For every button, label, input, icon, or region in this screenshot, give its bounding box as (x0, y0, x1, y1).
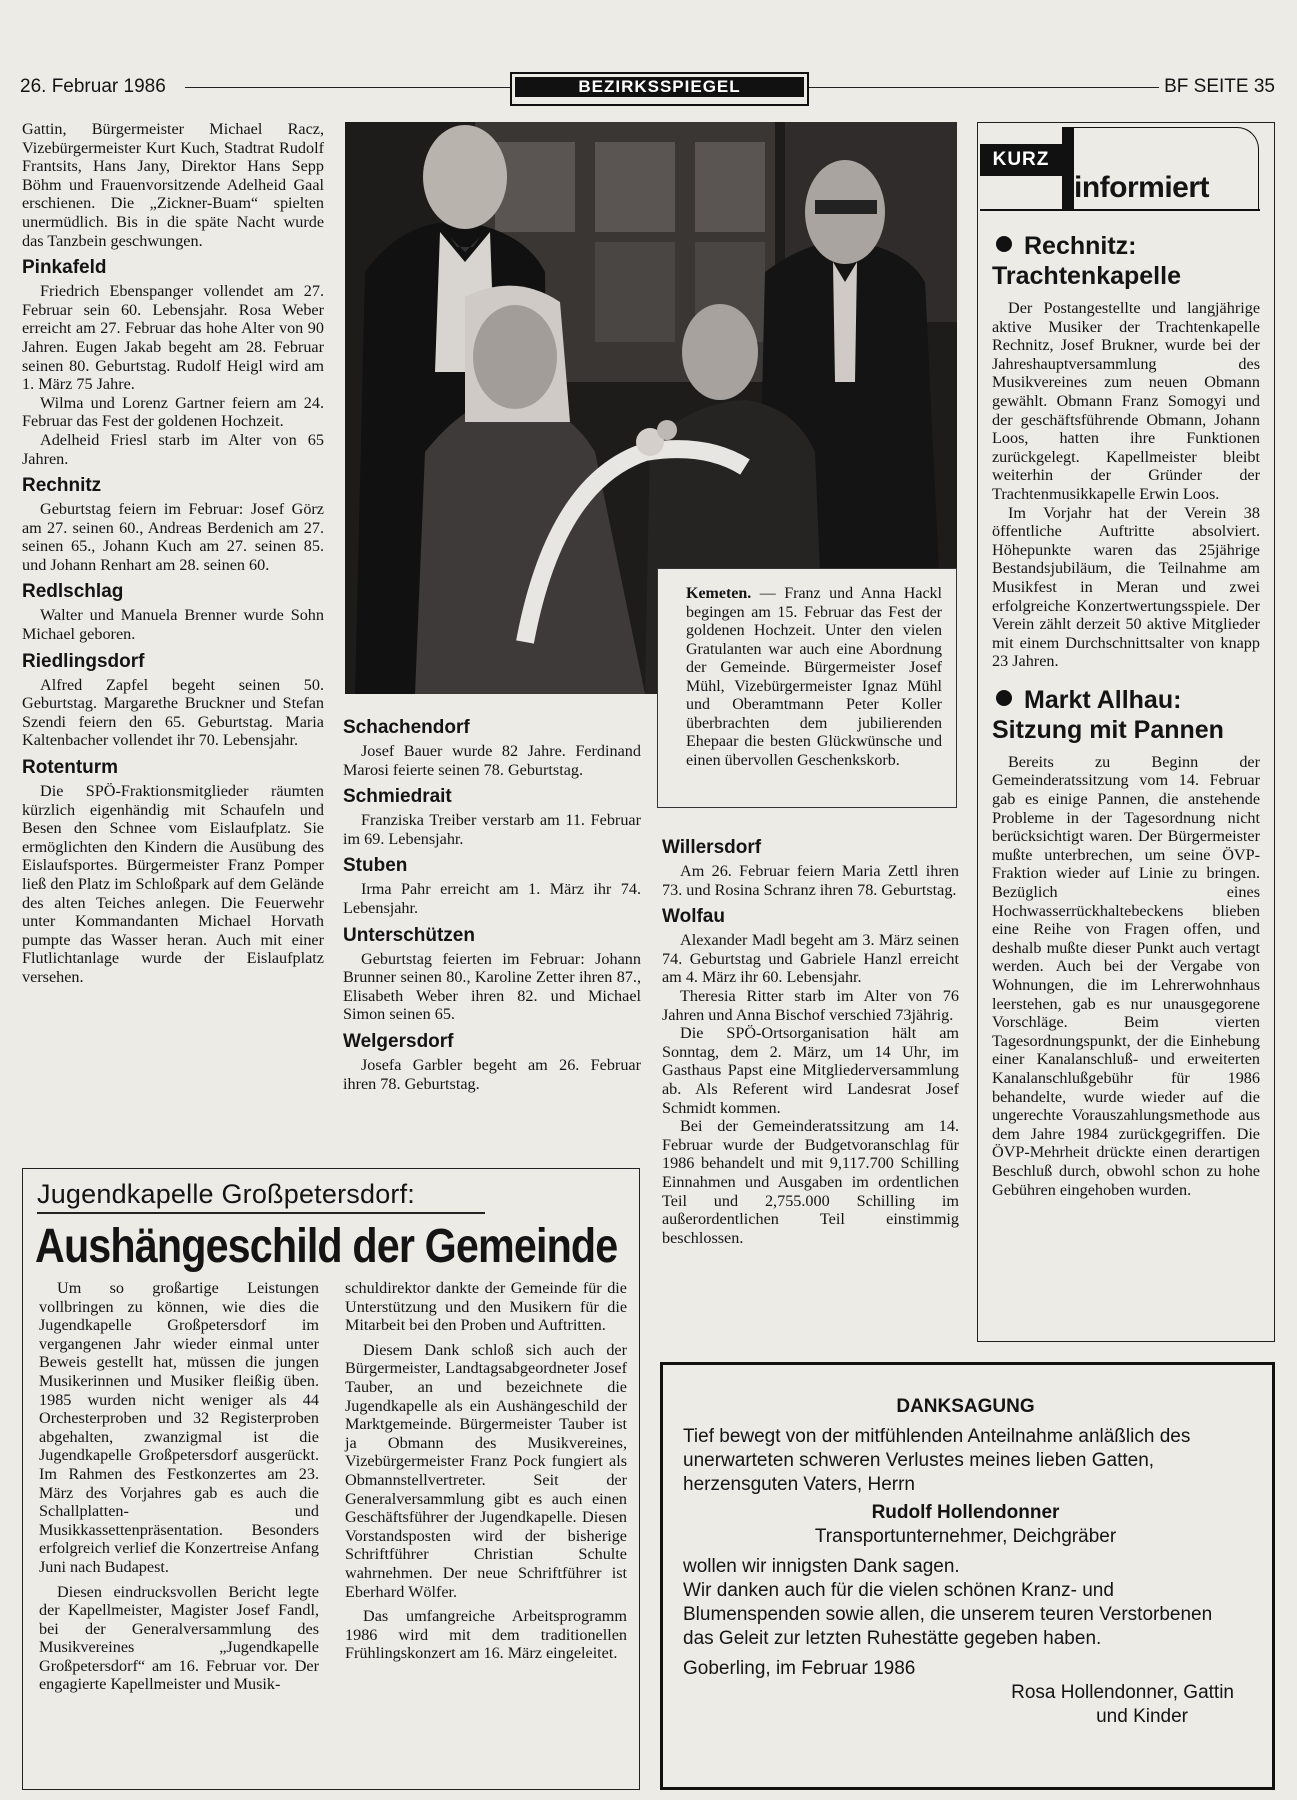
article-paragraph-2: Diesen eindrucksvollen Bericht legte der Kapellmeister, Magister Josef Fandl, bei der Generalversammlung des Musikvereines „Jugendkapelle Großpetersdorf“ am 16. Februar vor. Der engagierte Kapellmeister und Musik- (39, 1582, 319, 1694)
page-header (20, 72, 1275, 104)
article-paragraph-5: Das umfangreiche Arbeitsprogramm 1986 wird mit dem traditionellen Frühlingskonzert am 16. März eingeleitet. (345, 1607, 627, 1663)
heading-riedlingsdorf: Riedlingsdorf (22, 650, 145, 672)
article-paragraph-4: Diesem Dank schloß sich auch der Bürgermeister, Landtagsabgeordneter Josef Tauber, an und bezeichnete die Jugendkapelle als ein Aushängeschild der Marktgemeinde. Bürgermeister Tauber ist ja Obmann des Musikvereines, Vizebürgermeister Franz Pock fungiert als Obmannstellvertreter. Seit der Generalversammlung gibt es auch einen Geschäftsführer der Jugendkapelle. Diesen Vorstandsposten wird der bisherige Schriftführer Christian Schulte wahrnehmen. Der neue Schriftführer ist Eberhard Wölfer. (345, 1340, 627, 1601)
danksagung-line-1: Tief bewegt von der mitfühlenden Anteilnahme anläßlich des unerwarteten schweren Verlustes meines lieben Gatten, herzensguten Vaters, Herrn (683, 1426, 1191, 1495)
heading-stuben: Stuben (343, 855, 408, 877)
article-headline: Aushängeschild der Gemeinde (35, 1220, 618, 1273)
kicker-underline (37, 1212, 485, 1214)
heading-schachendorf: Schachendorf (343, 717, 470, 738)
rechnitz-brief-paragraph-2: Im Vorjahr hat der Verein 38 öffentliche Auftritte absolviert. Höhepunkte waren das 25jährige Bestandsjubiläum, die Teilnahme am Musikfest in Meran und zwei erfolgreiche Konzertwertungsspiele. Der Verein zählt derzeit 50 aktive Mitglieder mit einem Durchschnittsalter von knapp 23 Jahren. (992, 503, 1260, 671)
intro-paragraph: Gattin, Bürgermeister Michael Racz, Vizebürgermeister Kurt Kuch, Stadtrat Rudolf Frantsits, Hans Jany, Direktor Hans Sepp Böhm und Frauenvorsitzende Adelheid Gaal erschienen. Die „Zickner-Buam“ spielten unermüdlich. Bis in die späte Nacht wurde das Tanzbein geschwungen. (22, 120, 324, 250)
rechnitz-brief-paragraph-1: Der Postangestellte und langjährige aktive Musiker der Trachtenkapelle Rechnitz, Josef Brukner, wurde bei der Jahreshauptversammlung des Musikvereines zum neuen Obmann gewählt. Obmann Franz Somogyi und der geschäftsführende Obmann, Johann Loos, hatten ihre Funktionen zurückgelegt. Kapellmeister bleibt weiterhin der Gründer der Trachtenmusikkapelle Erwin Loos. (992, 299, 1260, 503)
deceased-name: Rudolf Hollendonner (871, 1502, 1060, 1523)
article-kicker: Jugendkapelle Großpetersdorf: (37, 1179, 416, 1209)
logo-kurz: KURZ (980, 144, 1062, 176)
heading-rechnitz-trachtenkapelle (992, 231, 1260, 291)
danksagung-signature-1: Rosa Hollendonner, Gattin (1011, 1682, 1234, 1703)
column-local-news-2 (343, 716, 641, 1093)
header-rule-right (809, 87, 1159, 88)
column-local-news-1 (22, 120, 324, 987)
heading-rechnitz-text: Rechnitz: Trachtenkapelle (992, 232, 1181, 290)
heading-welgersdorf: Welgersdorf (343, 1030, 454, 1052)
bullet-icon (996, 690, 1012, 706)
kurz-informiert-box (977, 122, 1275, 1342)
schmiedrait-paragraph: Franziska Treiber verstarb am 11. Februar im 69. Lebensjahr. (343, 811, 641, 848)
heading-unterschuetzen: Unterschützen (343, 924, 475, 946)
wolfau-paragraph-4: Bei der Gemeinderatssitzung am 14. Februar wurde der Budgetvoranschlag für 1986 behandelt und mit 9,117.700 Schilling Einnahmen und Ausgaben im ordentlichen Teil und 2,755.000 Schilling im außerordentlichen Teil einstimmig beschlossen. (662, 1117, 959, 1247)
article-paragraph-3: schuldirektor dankte der Gemeinde für die Unterstützung und den Musikern für die Mitarbeit bei den Proben und Auftritten. (345, 1279, 627, 1335)
danksagung-line-2: wollen wir innigsten Dank sagen. (683, 1556, 960, 1577)
deceased-role: Transportunternehmer, Deichgräber (814, 1526, 1117, 1547)
heading-rotenturm: Rotenturm (22, 757, 119, 779)
stuben-paragraph: Irma Pahr erreicht am 1. März ihr 74. Lebensjahr. (343, 880, 641, 917)
redlschlag-paragraph: Walter und Manuela Brenner wurde Sohn Michael geboren. (22, 606, 324, 644)
riedlingsdorf-paragraph: Alfred Zapfel begeht seinen 50. Geburtstag. Margarethe Bruckner und Stefan Szendi feiern den 65. Geburtstag. Maria Kaltenbacher vollendet ihr 70. Lebensjahr. (22, 675, 324, 750)
article-paragraph-1: Um so großartige Leistungen vollbringen zu können, wie dies die Jugendkapelle Großpetersdorf im vergangenen Jahr wieder einmal unter Beweis gestellt hat, müssen die jungen Musikerinnen und Musiker fleißig üben. 1985 wurden nicht weniger als 44 Orchesterproben und 32 Registerproben abgehalten, zwanzigmal ist die Jugendkapelle Großpetersdorf ausgerückt. Im Rahmen des Festkonzertes am 23. März des Vorjahres gab es auch die Schallplatten- und Musikkassettenpräsentation. Besonders erfolgreich verlief die Konzertreise Anfang Juni nach Budapest. (39, 1279, 319, 1576)
page-number: BF SEITE 35 (1164, 76, 1275, 97)
bullet-icon (996, 236, 1012, 252)
kurz-informiert-logo (978, 123, 1276, 219)
heading-wolfau: Wolfau (662, 906, 725, 928)
caption-text: — Franz und Anna Hackl begingen am 15. Februar das Fest der goldenen Hochzeit. Unter den vielen Gratulanten war auch eine Abordnung der Gemeinde. Bürgermeister Josef Mühl, Vizebürgermeister Ignaz Mühl und Oberamtmann Peter Koller überbrachten dem jubilierenden Ehepaar die besten Glückwünsche und einen übervollen Geschenkskorb. (686, 585, 942, 769)
wolfau-paragraph-1: Alexander Madl begeht am 3. März seinen 74. Geburtstag und Gabriele Hanzl erreicht am 4. März ihr 60. Lebensjahr. (662, 931, 959, 987)
danksagung-place-date: Goberling, im Februar 1986 (683, 1658, 916, 1679)
article-column-2 (345, 1279, 627, 1663)
header-rule-left (185, 87, 510, 88)
logo-underline (980, 209, 1260, 211)
willersdorf-paragraph: Am 26. Februar feiern Maria Zettl ihren 73. und Rosina Schranz ihren 78. Geburtstag. (662, 862, 959, 899)
wolfau-paragraph-2: Theresia Ritter starb im Alter von 76 Jahren und Anna Bischof verschied 73jährig. (662, 986, 959, 1024)
schachendorf-paragraph: Josef Bauer wurde 82 Jahre. Ferdinand Marosi feierte seinen 78. Geburtstag. (343, 742, 641, 779)
heading-markt-allhau-text: Markt Allhau: Sitzung mit Pannen (992, 685, 1224, 744)
logo-bar (1062, 127, 1074, 209)
photo-caption (657, 568, 957, 808)
heading-pinkafeld: Pinkafeld (22, 257, 107, 279)
kurz-informiert-body (992, 231, 1260, 1199)
logo-informiert: informiert (1074, 171, 1210, 204)
danksagung-signature-2: und Kinder (1096, 1706, 1188, 1727)
unterschuetzen-paragraph: Geburtstag feierten im Februar: Johann Brunner seinen 80., Karoline Zetter ihren 87., Elisabeth Weber ihren 82. und Michael Simon seinen 65. (343, 949, 641, 1024)
article-column-1 (39, 1279, 319, 1694)
danksagung-body (683, 1395, 1248, 1729)
wolfau-paragraph-3: Die SPÖ-Ortsorganisation hält am Sonntag, dem 2. März, um 14 Uhr, im Gasthaus Papst eine Mitgliederversammlung ab. Als Referent wird Landesrat Josef Schmidt kommen. (662, 1024, 959, 1117)
section-label: BEZIRKSSPIEGEL (515, 77, 804, 97)
rechnitz-paragraph: Geburtstag feiern im Februar: Josef Görz am 27. seinen 60., Andreas Berdenich am 27. seinen 65., Johann Kuch am 27. seinen 85. und Johann Renhart am 28. seinen 60. (22, 500, 324, 574)
pinkafeld-paragraph-2: Wilma und Lorenz Gartner feiern am 24. Februar das Fest der goldenen Hochzeit. (22, 393, 324, 431)
heading-rechnitz: Rechnitz (22, 475, 102, 497)
rotenturm-paragraph: Die SPÖ-Fraktionsmitglieder räumten kürzlich eigenhändig mit Schaufeln und Besen den Schnee vom Eislaufplatz. Sie ermöglichten den Kindern die Ausübung des Eislaufsportes. Bürgermeister Franz Pomper ließ den Platz im Schloßpark auf dem Gelände des alten Teiches anlegen. Die Feuerwehr unter Kommandanten Michael Horvath pumpte das Wasser heran. Auch mit einer Flutlichtanlage wurde der Eislaufplatz versehen. (22, 782, 324, 986)
heading-willersdorf: Willersdorf (662, 837, 762, 858)
column-local-news-3 (662, 836, 959, 1247)
pinkafeld-paragraph-1: Friedrich Ebenspanger vollendet am 27. Februar sein 60. Lebensjahr. Rosa Weber erreicht am 27. Februar das hohe Alter von 90 Jahren. Eugen Jakab begeht am 28. Februar seinen 80. Geburtstag. Rudolf Heigl wird am 1. März 75 Jahre. (22, 282, 324, 394)
welgersdorf-paragraph: Josefa Garbler begeht am 26. Februar ihren 78. Geburtstag. (343, 1055, 641, 1093)
caption-lead: Kemeten. (686, 585, 752, 602)
heading-markt-allhau (992, 685, 1260, 745)
heading-redlschlag: Redlschlag (22, 581, 124, 603)
heading-schmiedrait: Schmiedrait (343, 786, 452, 808)
danksagung-line-3: Wir danken auch für die vielen schönen Kranz- und Blumenspenden sowie allen, die unserem teuren Verstorbenen das Geleit zur letzten Ruhestätte gegeben haben. (683, 1580, 1213, 1649)
section-label-box (510, 72, 809, 106)
pinkafeld-paragraph-3: Adelheid Friesl starb im Alter von 65 Jahren. (22, 430, 324, 468)
danksagung-notice (660, 1362, 1275, 1790)
markt-allhau-paragraph: Bereits zu Beginn der Gemeinderatssitzung vom 14. Februar gab es einige Pannen, die anstehende Probleme in der Tagesordnung nicht berücksichtigt waren. Der Bürgermeister mußte unterbrechen, um seine ÖVP-Fraktion wieder auf Linie zu bringen. Bezüglich eines Hochwasserrückhaltebeckens blieben eine Reihe von Fragen offen, und deshalb mußte dieser Punkt auch vertagt werden. Auch bei der Vergabe von Wohnungen, die im Lehrerwohnhaus leerstehen, gab es nur unausgegorene Vorschläge. Beim vierten Tagesordnungspunkt, der die Einhebung einer Kanalanschluß- und erweiterten Kanalanschlußgebühr für 1986 behandelte, wurde wieder auf die ungerechte Vorauszahlungsmethode aus dem Jahre 1984 zurückgegriffen. Die ÖVP-Mehrheit drückte einen derartigen Beschluß durch, obwohl schon zu hohe Gebühren eingehoben wurden. (992, 752, 1260, 1199)
issue-date: 26. Februar 1986 (20, 76, 166, 97)
jugendkapelle-article (22, 1168, 640, 1790)
danksagung-title: DANKSAGUNG (896, 1396, 1035, 1417)
